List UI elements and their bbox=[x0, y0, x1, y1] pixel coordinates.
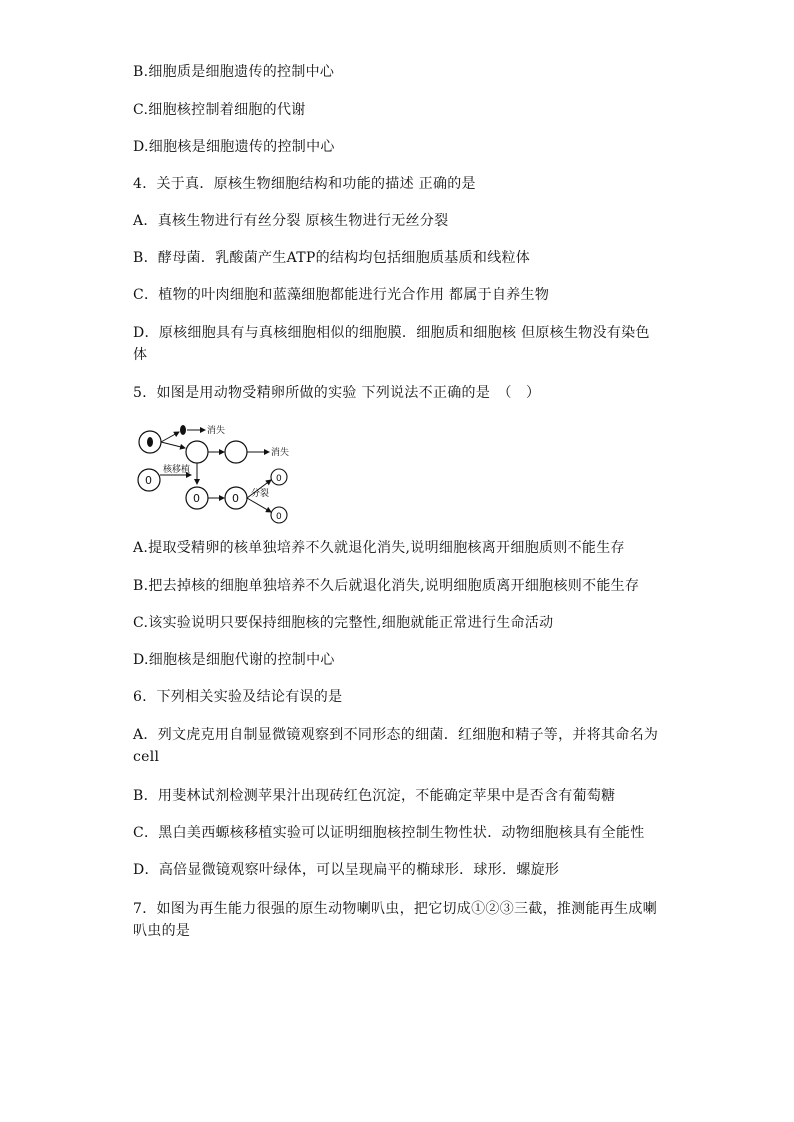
q6-stem: 6．下列相关实验及结论有误的是 bbox=[133, 689, 343, 705]
reconstructed-cell bbox=[186, 487, 208, 509]
svg-text:0: 0 bbox=[276, 474, 282, 484]
q5-option-c: C.该实验说明只要保持细胞核的完整性,细胞就能正常进行生命活动 bbox=[133, 615, 554, 631]
enucleated-cell-cultured bbox=[225, 441, 247, 463]
label-divide: 分裂 bbox=[251, 489, 270, 499]
q5-stem: 5．如图是用动物受精卵所做的实验 下列说法不正确的是 （ ） bbox=[133, 385, 541, 401]
label-nuclear-transplant: 核移植 bbox=[163, 465, 191, 475]
q3-option-c: C.细胞核控制着细胞的代谢 bbox=[133, 102, 306, 118]
q4-option-d: D．原核细胞具有与真核细胞相似的细胞膜．细胞质和细胞核 但原核生物没有染色体 bbox=[133, 325, 650, 363]
svg-text:0: 0 bbox=[276, 512, 282, 522]
developing-cell bbox=[225, 487, 247, 509]
svg-text:0: 0 bbox=[145, 474, 152, 487]
svg-text:0: 0 bbox=[232, 492, 239, 505]
q4-option-c: C．植物的叶肉细胞和蓝藻细胞都能进行光合作用 都属于自养生物 bbox=[133, 287, 550, 303]
q4-option-a: A．真核生物进行有丝分裂 原核生物进行无丝分裂 bbox=[133, 213, 449, 229]
q4-stem: 4．关于真．原核生物细胞结构和功能的描述 正确的是 bbox=[133, 176, 476, 192]
label-disappear-2: 消失 bbox=[271, 448, 290, 458]
q3-option-d: D.细胞核是细胞遗传的控制中心 bbox=[133, 139, 335, 155]
q7-stem: 7．如图为再生能力很强的原生动物喇叭虫，把它切成①②③三截，推测能再生成喇叭虫的是 bbox=[133, 901, 658, 939]
label-disappear-1: 消失 bbox=[207, 426, 226, 436]
enucleated-cell bbox=[186, 441, 208, 463]
fertilized-egg-experiment-diagram bbox=[135, 420, 300, 525]
q4-option-b: B．酵母菌．乳酸菌产生ATP的结构均包括细胞质基质和线粒体 bbox=[133, 250, 531, 266]
q5-option-a: A.提取受精卵的核单独培养不久就退化消失,说明细胞核离开细胞质则不能生存 bbox=[133, 540, 625, 556]
donor-nucleus-cell bbox=[138, 469, 160, 491]
q6-option-d: D．高倍显微镜观察叶绿体，可以呈现扁平的椭球形．球形．螺旋形 bbox=[133, 862, 560, 878]
isolated-nucleus bbox=[180, 425, 186, 435]
q3-option-b: B.细胞质是细胞遗传的控制中心 bbox=[133, 64, 335, 80]
q5-option-d: D.细胞核是细胞代谢的控制中心 bbox=[133, 652, 335, 668]
daughter-cell-1 bbox=[271, 469, 287, 485]
q5-option-b: B.把去掉核的细胞单独培养不久后就退化消失,说明细胞质离开细胞核则不能生存 bbox=[133, 578, 640, 594]
svg-text:0: 0 bbox=[193, 492, 200, 505]
fertilized-egg-cell bbox=[139, 431, 161, 453]
daughter-cell-2 bbox=[271, 507, 287, 523]
q6-option-a: A．列文虎克用自制显微镜观察到不同形态的细菌．红细胞和精子等，并将其命名为cell bbox=[133, 727, 659, 765]
q6-option-c: C．黑白美西螈核移植实验可以证明细胞核控制生物性状．动物细胞核具有全能性 bbox=[133, 825, 645, 841]
q6-option-b: B．用斐林试剂检测苹果汁出现砖红色沉淀，不能确定苹果中是否含有葡萄糖 bbox=[133, 788, 616, 804]
